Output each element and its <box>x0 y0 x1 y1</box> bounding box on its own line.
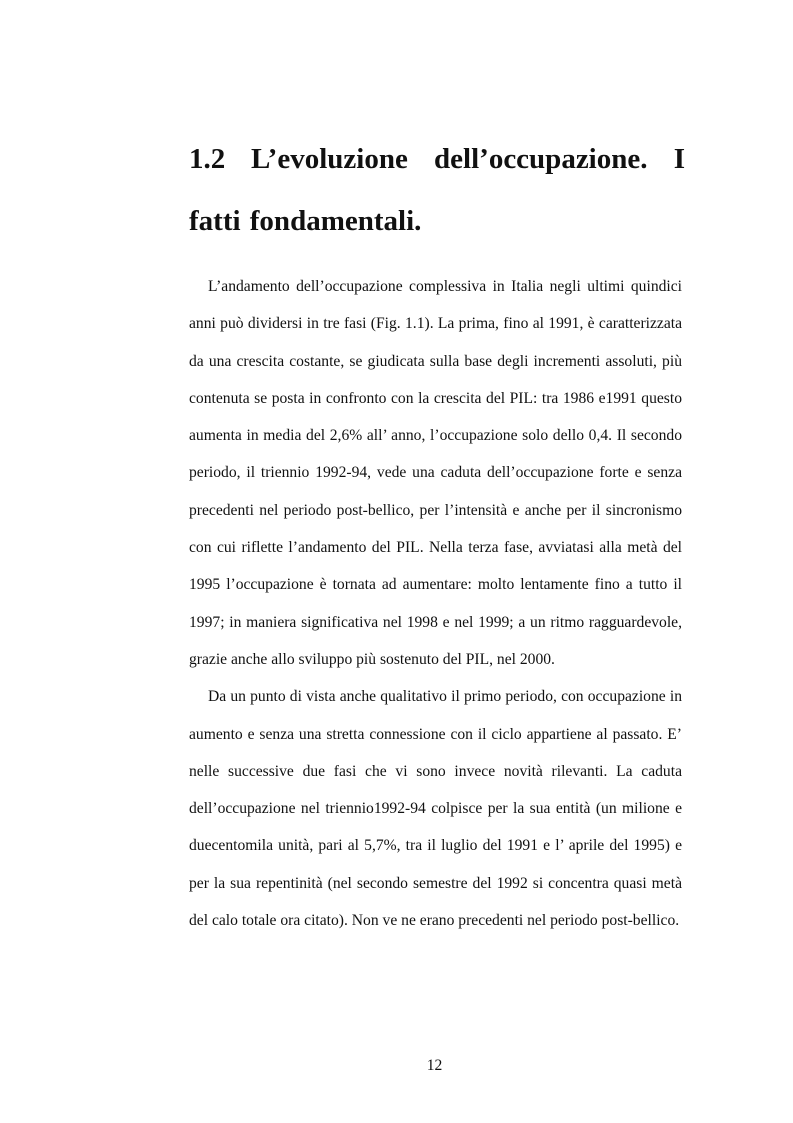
section-title: L’evoluzione dell’occupazione. I fatti fondamentali. <box>189 143 685 237</box>
paragraph-1: L’andamento dell’occupazione complessiva in Italia negli ultimi quindici anni può dividersi in tre fasi (Fig. 1.1). La prima, fino al 1991, è caratterizzata da una crescita costante, se giudicata sulla base degli incrementi assoluti, più contenuta se posta in confronto con la crescita del PIL: tra 1986 e1991 questo aumenta in media del 2,6% all’ anno, l’occupazione solo dello 0,4. Il secondo periodo, il triennio 1992-94, vede una caduta dell’occupazione forte e senza precedenti nel periodo post-bellico, per l’intensità e anche per il sincronismo con cui riflette l’andamento del PIL. Nella terza fase, avviatasi alla metà del 1995 l’occupazione è tornata ad aumentare: molto lentamente fino a tutto il 1997; in maniera significativa nel 1998 e nel 1999; a un ritmo ragguardevole, grazie anche allo sviluppo più sostenuto del PIL, nel 2000. <box>189 278 682 668</box>
page-number: 12 <box>426 1057 443 1074</box>
page-footer <box>0 1054 793 1078</box>
section-heading <box>189 128 685 252</box>
paragraph-2: Da un punto di vista anche qualitativo il primo periodo, con occupazione in aumento e senza una stretta connessione con il ciclo appartiene al passato. E’ nelle successive due fasi che vi sono invece novità rilevanti. La caduta dell’occupazione nel triennio1992-94 colpisce per la sua entità (un milione e duecentomila unità, pari al 5,7%, tra il luglio del 1991 e l’ aprile del 1995) e per la sua repentinità (nel secondo semestre del 1992 si concentra quasi metà del calo totale ora citato). Non ve ne erano precedenti nel periodo post-bellico. <box>189 688 682 930</box>
section-number: 1.2 <box>189 143 226 175</box>
body-text <box>189 268 682 939</box>
